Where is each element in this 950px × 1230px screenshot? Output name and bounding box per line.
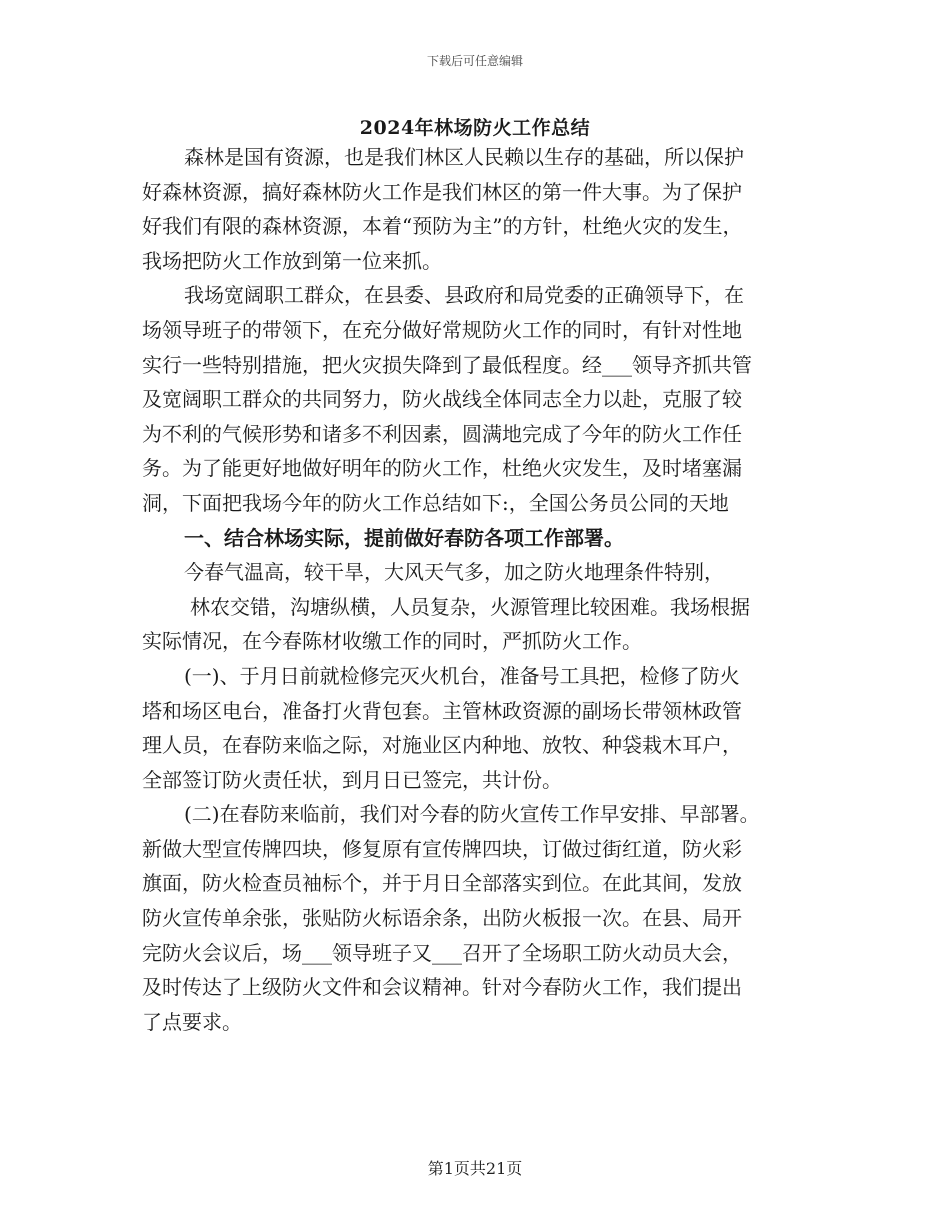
page-header-note: 下载后可任意编辑 xyxy=(426,54,523,68)
text-line: 洞，下面把我场今年的防火工作总结如下:，全国公务员公同的天地 xyxy=(142,490,729,515)
text-line: 务。为了能更好地做好明年的防火工作，杜绝火灾发生，及时堵塞漏 xyxy=(142,456,742,481)
text-line: 及宽阔职工群众的共同努力，防火战线全体同志全力以赴，克服了较 xyxy=(142,387,742,412)
text-line: 今春气温高，较干旱，大风天气多，加之防火地理条件特别， xyxy=(184,560,724,585)
text-line: 我场宽阔职工群众，在县委、县政府和局党委的正确领导下，在 xyxy=(184,283,744,308)
text-line: 实行一些特别措施，把火灾损失降到了最低程度。经___领导齐抓共管 xyxy=(142,352,752,377)
text-line: 塔和场区电台，准备打火背包套。主管林政资源的副场长带领林政管 xyxy=(142,698,742,723)
text-line: 好森林资源，搞好森林防火工作是我们林区的第一件大事。为了保护 xyxy=(142,179,742,204)
text-line: 场领导班子的带领下，在充分做好常规防火工作的同时，有针对性地 xyxy=(142,317,742,342)
section-heading: 一、结合林场实际，提前做好春防各项工作部署。 xyxy=(184,525,624,550)
document-body xyxy=(142,140,812,1039)
text-line: 旗面，防火检查员袖标个，并于月日全部落实到位。在此其间，发放 xyxy=(142,871,742,896)
text-line: 新做大型宣传牌四块，修复原有宣传牌四块，订做过街红道，防火彩 xyxy=(142,836,742,861)
text-line: 实际情况，在今春陈材收缴工作的同时，严抓防火工作。 xyxy=(142,629,642,654)
text-line: 及时传达了上级防火文件和会议精神。针对今春防火工作，我们提出 xyxy=(142,975,742,1000)
text-line: 为不利的气候形势和诸多不利因素，圆满地完成了今年的防火工作任 xyxy=(142,421,742,446)
text-line: 全部签订防火责任状，到月日已签完，共计份。 xyxy=(142,767,562,792)
page-number: 第1页共21页 xyxy=(427,1159,523,1178)
text-line: 森林是国有资源，也是我们林区人民赖以生存的基础，所以保护 xyxy=(184,145,744,169)
text-line: 防火宣传单余张，张贴防火标语余条，出防火板报一次。在县、局开 xyxy=(142,906,742,931)
text-line: 理人员，在春防来临之际，对施业区内种地、放牧、种袋栽木耳户， xyxy=(142,733,742,758)
text-line: (一)、于月日前就检修完灭火机台，准备号工具把，检修了防火 xyxy=(184,663,740,688)
text-line: 好我们有限的森林资源，本着“预防为主”的方针，杜绝火灾的发生， xyxy=(142,214,743,239)
text-line: 了点要求。 xyxy=(142,1009,242,1034)
text-line: 林农交错，沟塘纵横，人员复杂，火源管理比较困难。我场根据 xyxy=(190,594,750,619)
text-line: (二)在春防来临前，我们对今春的防火宣传工作早安排、早部署。 xyxy=(184,802,760,827)
document-title: 2024年林场防火工作总结 xyxy=(359,117,591,139)
text-line: 我场把防火工作放到第一位来抓。 xyxy=(142,248,442,273)
text-line: 完防火会议后，场___领导班子又___召开了全场职工防火动员大会， xyxy=(142,940,742,965)
